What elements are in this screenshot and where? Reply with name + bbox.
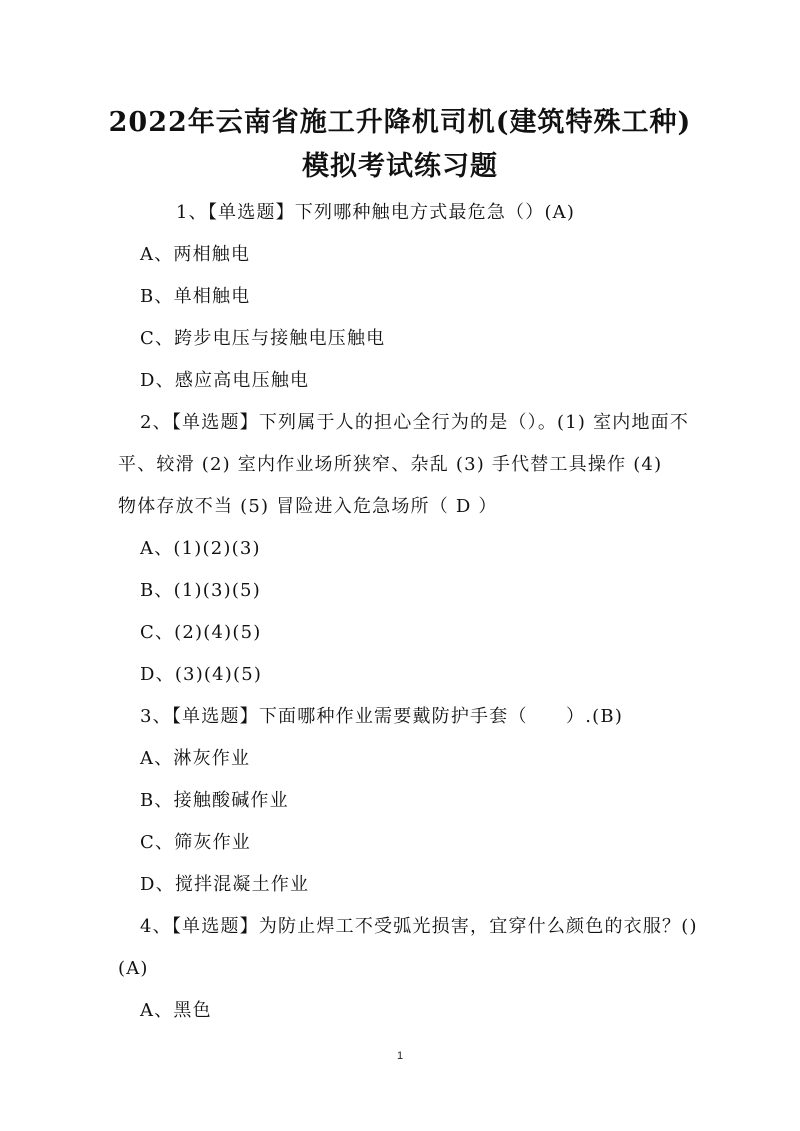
- question-4-stem-line-1: 4、【单选题】为防止焊工不受弧光损害，宜穿什么颜色的衣服？(): [140, 916, 698, 937]
- question-1-option-c: C、跨步电压与接触电压触电: [140, 328, 386, 349]
- question-2-option-a: A、(1)(2)(3): [140, 538, 261, 559]
- question-1-option-a: A、两相触电: [140, 244, 251, 265]
- question-3-option-b: B、接触酸碱作业: [140, 790, 289, 811]
- question-4-option-a: A、黑色: [140, 1000, 212, 1021]
- question-3-option-c: C、筛灰作业: [140, 832, 251, 853]
- question-1-option-d: D、感应高电压触电: [140, 370, 310, 391]
- question-1-option-b: B、单相触电: [140, 286, 251, 307]
- document-title-line-1: 2022年云南省施工升降机司机(建筑特殊工种): [108, 107, 692, 138]
- question-3-option-a: A、淋灰作业: [140, 748, 251, 769]
- question-3-option-d: D、搅拌混凝土作业: [140, 874, 310, 895]
- question-1-stem: 1、【单选题】下列哪种触电方式最危急（）(A): [176, 202, 576, 223]
- question-2-option-c: C、(2)(4)(5): [140, 622, 262, 643]
- page-number: 1: [396, 1050, 404, 1062]
- question-4-stem-line-2: (A): [118, 958, 149, 979]
- question-2-stem-line-3: 物体存放不当 (5) 冒险进入危急场所（ D ）: [118, 496, 498, 517]
- question-2-option-d: D、(3)(4)(5): [140, 664, 263, 685]
- question-3-stem: 3、【单选题】下面哪种作业需要戴防护手套（ ）.(B): [140, 706, 624, 727]
- question-2-stem-line-1: 2、【单选题】下列属于人的担心全行为的是（）。(1) 室内地面不: [140, 412, 690, 433]
- question-2-stem-line-2: 平、较滑 (2) 室内作业场所狭窄、杂乱 (3) 手代替工具操作 (4): [118, 454, 663, 475]
- question-2-option-b: B、(1)(3)(5): [140, 580, 261, 601]
- document-title-line-2: 模拟考试练习题: [302, 151, 498, 182]
